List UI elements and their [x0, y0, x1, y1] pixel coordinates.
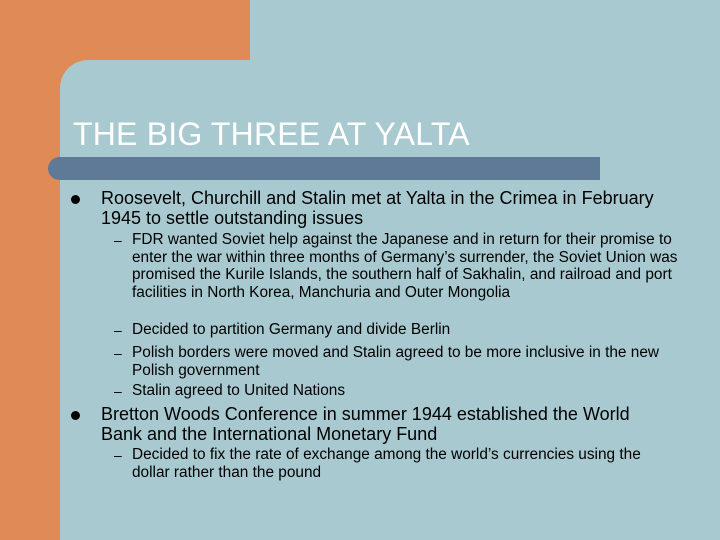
bullet-dot-icon — [71, 411, 80, 420]
sub-bullet-dash-icon: – — [114, 383, 122, 399]
sub-bullet-dash-icon: – — [114, 345, 122, 361]
sub-bullet-dash-icon: – — [114, 447, 122, 463]
sub-bullet-text-1-3: Polish borders were moved and Stalin agreed to be more inclusive in the new Polish government — [132, 344, 659, 379]
bullet-dot-icon — [71, 195, 80, 204]
sub-bullet-text-1-4: Stalin agreed to United Nations — [132, 382, 346, 399]
bullet-text-2: Bretton Woods Conference in summer 1944 established the World Bank and the International Monetary Fund — [101, 404, 630, 444]
slide-title: THE BIG THREE AT YALTA — [73, 116, 470, 152]
bullet-text-1: Roosevelt, Churchill and Stalin met at Yalta in the Crimea in February 1945 to settle outstanding issues — [101, 188, 654, 228]
sub-bullet-dash-icon: – — [114, 232, 122, 248]
sub-bullet-text-1-1: FDR wanted Soviet help against the Japanese and in return for their promise to enter the war within three months of Germany’s surrender, the Soviet Union was promised the Kurile Islands, the southern half of Sakhalin, and railroad and port facilities in North Korea, Manchuria and Outer Mongolia — [132, 231, 678, 301]
sub-bullet-dash-icon: – — [114, 322, 122, 338]
sub-bullet-text-2-1: Decided to fix the rate of exchange among the world’s currencies using the dollar rather than the pound — [132, 446, 641, 481]
sub-bullet-text-1-2: Decided to partition Germany and divide Berlin — [132, 321, 451, 338]
